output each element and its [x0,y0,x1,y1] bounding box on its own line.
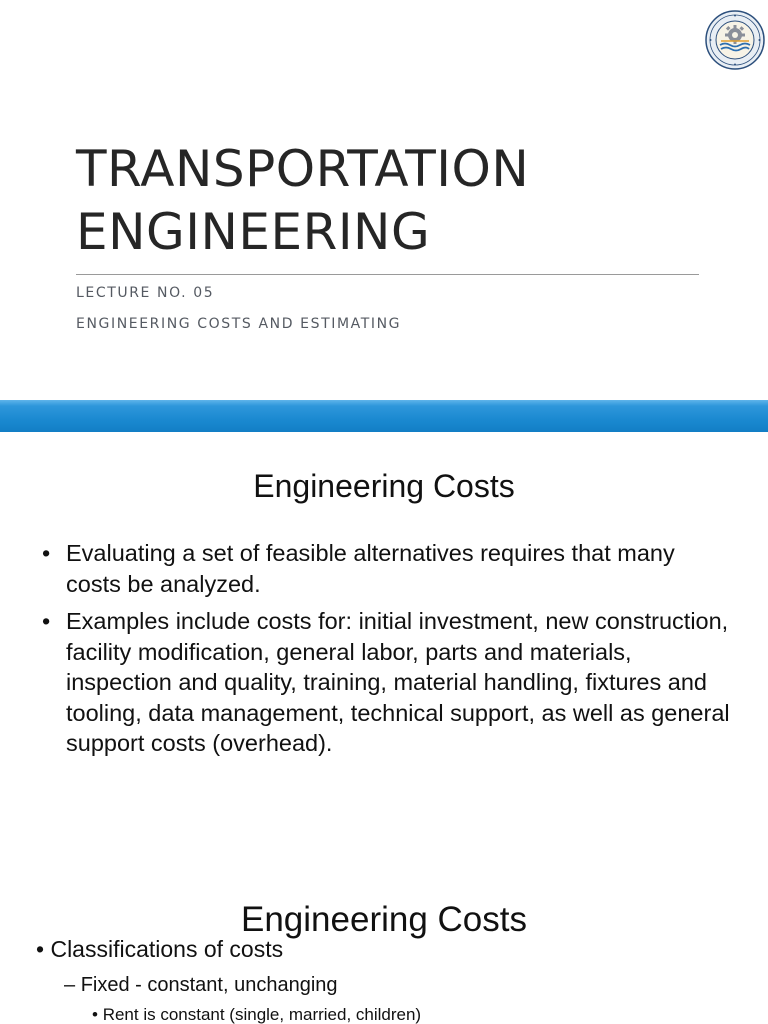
lecture-number: LECTURE NO. 05 [76,285,215,301]
bullet-dot-icon: • [92,1005,98,1024]
bullet-list [42,538,732,766]
bullet-text: Classifications of costs [50,936,284,962]
dash-icon: – [64,974,76,996]
content-slide-costs [0,432,768,872]
bullet-text: Evaluating a set of feasible alternatives requires that many costs be analyzed. [66,540,675,597]
title-divider [76,274,699,275]
title-line-1: TRANSPORTATION [76,140,530,198]
bullet-item [42,538,732,599]
bullet-text: Fixed - constant, unchanging [80,974,338,996]
title-line-2: ENGINEERING [76,203,431,261]
bullet-dot-icon: • [36,936,45,962]
title-slide [0,0,768,400]
bullet-level-2 [64,974,338,997]
bullet-level-3 [92,1005,421,1024]
content-slide-classifications [0,872,768,1024]
bullet-item [42,606,732,759]
bullet-dot-icon: • [42,608,51,634]
slide-title: Engineering Costs [241,900,527,939]
bullet-text: Examples include costs for: initial investment, new construction, facility modification, general labor, parts and materials, inspection and quality, training, material handling, fixtures and tooling, data management, technical support, as well as general support costs (overhead). [66,608,730,756]
bullet-level-1 [36,936,283,963]
university-seal-icon [705,10,765,70]
bullet-dot-icon: • [42,540,51,566]
bullet-text: Rent is constant (single, married, children) [102,1005,422,1024]
lecture-topic: ENGINEERING COSTS AND ESTIMATING [76,316,402,332]
slide-title: Engineering Costs [253,468,515,504]
slide-title [76,138,529,264]
slide-separator-band [0,400,768,432]
